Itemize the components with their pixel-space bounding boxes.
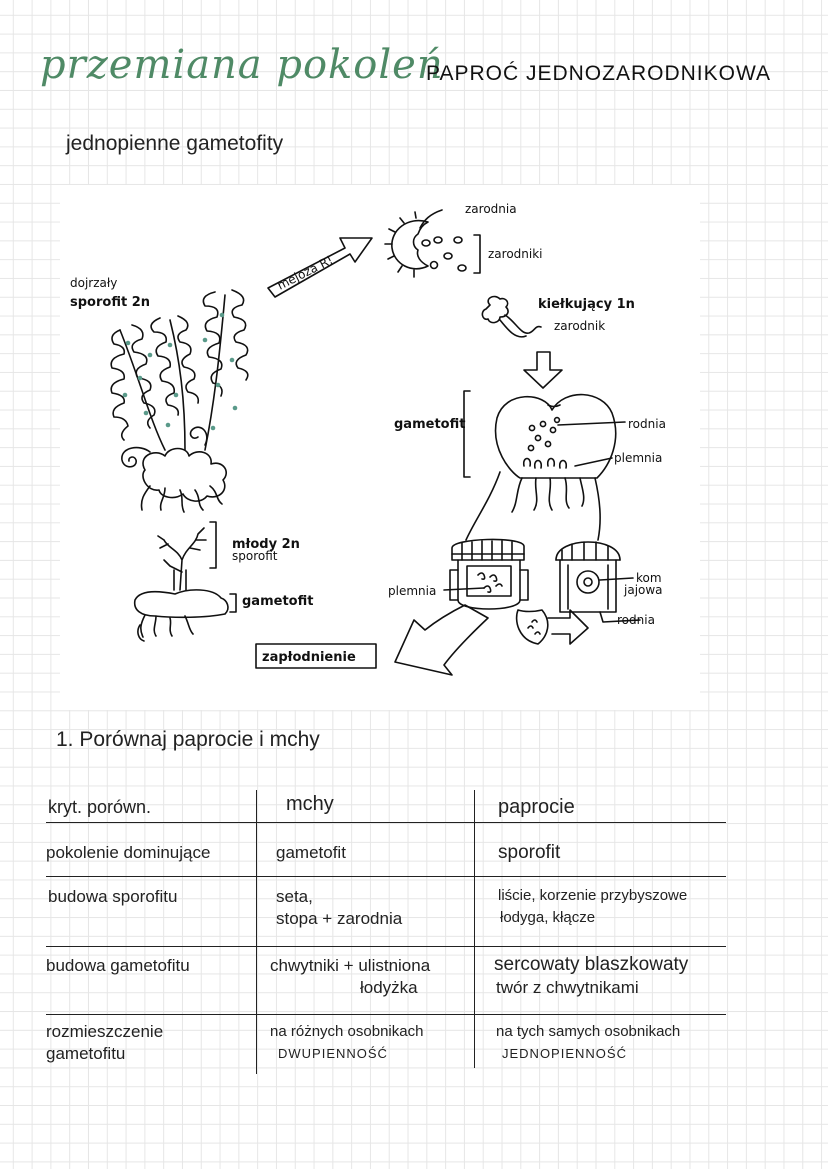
question-heading: 1. Porównaj paprocie i mchy xyxy=(56,728,320,751)
table-cell-ferns: na tych samych osobnikach xyxy=(496,1023,681,1040)
label-germinating: kiełkujący 1n xyxy=(538,297,635,312)
label-egg-cell-2: jajowa xyxy=(624,583,663,597)
page-title: przemiana pokoleń xyxy=(40,42,444,88)
label-young-sporophyte: sporofit xyxy=(232,549,278,563)
label-fertilization: zapłodnienie xyxy=(262,650,356,665)
label-meiosis: mejoza R! xyxy=(275,252,336,293)
label-archegonia: rodnia xyxy=(628,417,666,431)
table-cell-ferns-caps xyxy=(502,1044,627,1064)
label-antheridium: plemnia xyxy=(388,584,437,598)
table-row-divider xyxy=(46,946,726,947)
table-row-criterion: budowa gametofitu xyxy=(46,956,190,975)
table-column-divider xyxy=(256,790,257,1074)
table-cell-ferns: sporofit xyxy=(498,842,561,863)
table-header-ferns: paprocie xyxy=(498,796,575,818)
monoecy-label: JEDNOPIENNOŚĆ xyxy=(502,1046,627,1061)
table-row-criterion: budowa sporofitu xyxy=(48,887,178,906)
table-header-mosses: mchy xyxy=(286,793,334,815)
table-header-criterion: kryt. porówn. xyxy=(48,797,152,817)
table-cell-ferns: liście, korzenie przybyszowe xyxy=(498,887,688,904)
label-sporophyte-2n: sporofit 2n xyxy=(70,295,150,310)
section-heading: jednopienne gametofity xyxy=(66,132,284,155)
table-cell-ferns: łodyga, kłącze xyxy=(500,909,596,926)
label-young: młody 2n xyxy=(232,537,300,552)
table-row-criterion: pokolenie dominujące xyxy=(46,843,211,862)
page-subtitle-caps: PAPROĆ JEDNOZARODNIKOWA xyxy=(426,62,772,85)
label-egg-cell-1: kom xyxy=(636,571,662,585)
label-antheridia: plemnia xyxy=(614,451,663,465)
table-header-divider xyxy=(46,822,726,823)
table-row-divider xyxy=(46,1014,726,1015)
table-cell-ferns: twór z chwytnikami xyxy=(496,978,639,997)
table-cell-mosses: gametofit xyxy=(276,843,346,862)
table-column-divider xyxy=(474,790,475,1068)
label-spore: zarodnik xyxy=(554,319,606,333)
table-cell-mosses-caps xyxy=(278,1044,388,1064)
table-cell-mosses: na różnych osobnikach xyxy=(270,1023,424,1040)
table-row-divider xyxy=(46,876,726,877)
table-cell-mosses: seta, xyxy=(276,887,313,906)
label-mature: dojrzały xyxy=(70,276,118,290)
table-cell-mosses: stopa + zarodnia xyxy=(276,909,403,928)
label-gametophyte: gametofit xyxy=(394,417,466,432)
dioecy-label: DWUPIENNOŚĆ xyxy=(278,1046,388,1061)
table-row-criterion: gametofitu xyxy=(46,1044,126,1063)
label-gametophyte-small: gametofit xyxy=(242,594,314,609)
table-cell-mosses: chwytniki + ulistniona xyxy=(270,956,431,975)
label-spores: zarodniki xyxy=(488,247,543,261)
table-row-criterion: rozmieszczenie xyxy=(46,1022,164,1041)
label-archegonium: rodnia xyxy=(617,613,655,627)
table-cell-mosses: łodyżka xyxy=(360,978,418,997)
label-sporangia: zarodnia xyxy=(465,202,517,216)
table-cell-ferns: sercowaty blaszkowaty xyxy=(494,954,689,975)
